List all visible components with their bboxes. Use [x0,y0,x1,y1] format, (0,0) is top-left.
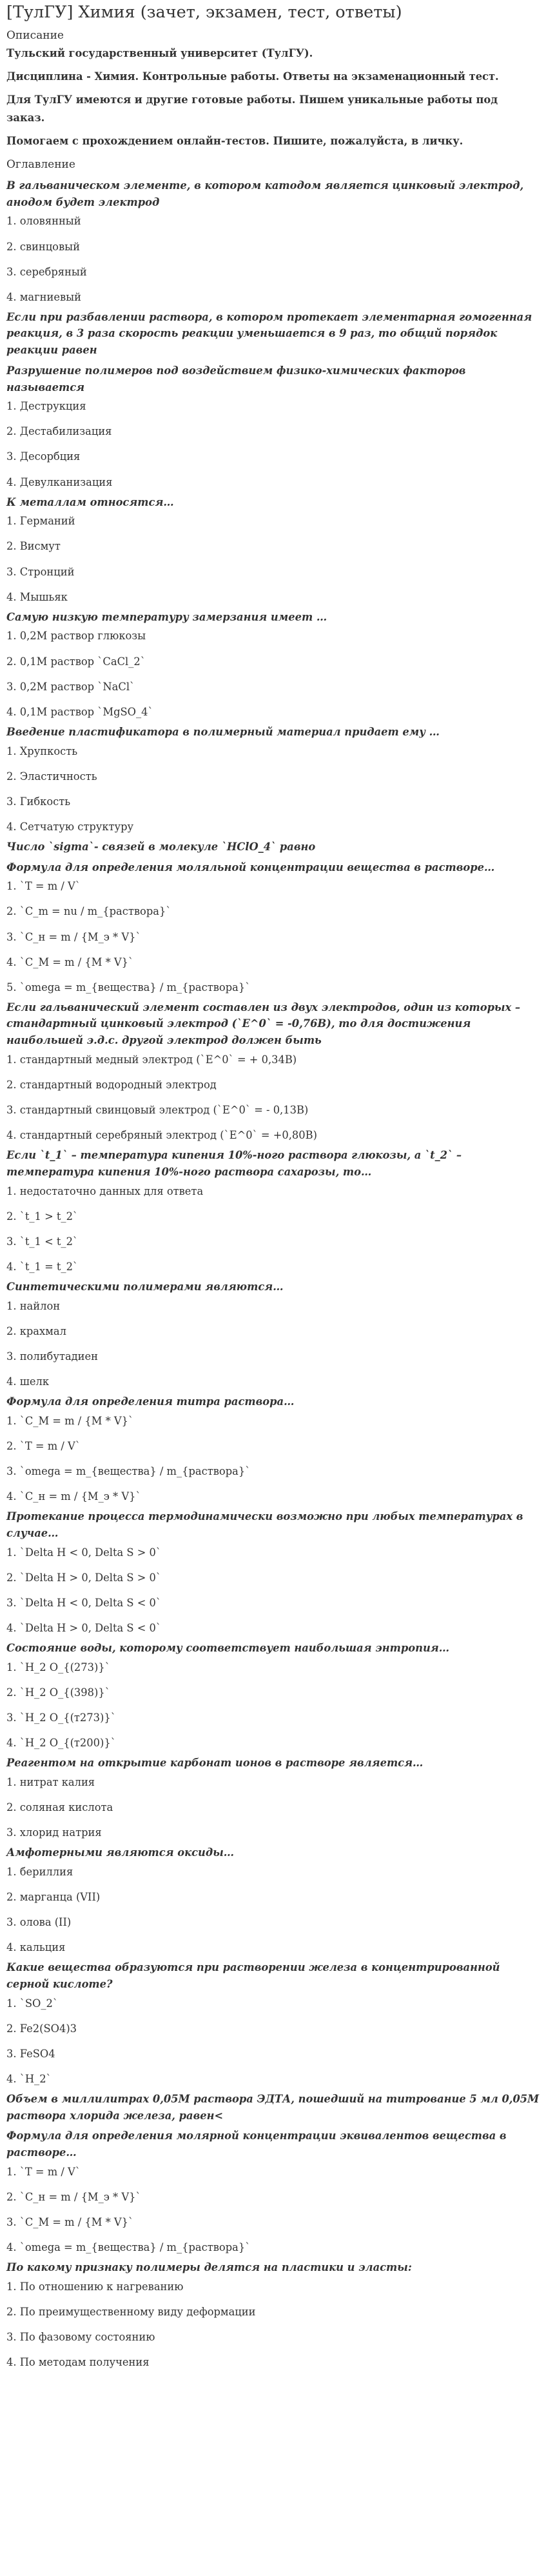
answer-list [6,2279,540,2370]
question-block [6,1393,540,1504]
answer-list [6,1775,540,1840]
answer-list [6,1864,540,1955]
question-text: По какому признаку полимеры делятся на пластики и эласты: [6,2261,412,2274]
answer-option: 4. `omega = m_{вещества} / m_{раствора}` [6,2241,251,2253]
answer-option: 2. Дестабилизация [6,425,112,438]
answer-option: 1. Деструкция [6,400,86,413]
question-block [6,859,540,995]
question-text: Синтетическими полимерами являются… [6,1281,284,1293]
answer-list [6,628,540,719]
answer-option: 4. `t_1 = t_2` [6,1260,79,1273]
question-text: К металлам относятся… [6,495,174,508]
answer-option: 2. свинцовый [6,240,80,253]
answer-option: 4. `C_н = m / {M_э * V}` [6,1490,141,1503]
answer-option: 4. `H_2 O_{(т200)}` [6,1736,116,1749]
questions-list [6,177,540,2370]
answer-option: 1. `Delta H < 0, Delta S > 0` [6,1546,162,1559]
answer-option: 1. `T = m / V` [6,2165,81,2178]
answer-option: 1. `SO_2` [6,1997,58,2010]
question-text: Если гальванический элемент составлен из двух электродов, один из которых – стандартный цинковый электрод (`E^0` = -0,76В), то для достижения наибольшей э.д.с. другой электрод должен быть [6,1001,521,1047]
answer-list [6,1545,540,1635]
question-text: Формула для определения титра раствора… [6,1395,295,1408]
answer-option: 3. хлорид натрия [6,1826,102,1839]
question-block [6,999,540,1143]
answer-option: 1. недостаточно данных для ответа [6,1184,204,1197]
answer-list [6,1660,540,1750]
question-block [6,494,540,604]
question-block [6,1959,540,2086]
question-text: Если `t_1` – температура кипения 10%-ного раствора глюкозы, а `t_2` – температура кипения 10%-ного раствора сахарозы, то… [6,1149,462,1178]
answer-list [6,1996,540,2086]
question-text: Протекание процесса термодинамически возможно при любых температурах в случае… [6,1510,523,1539]
answer-option: 3. стандартный свинцовый электрод (`E^0` = - 0,13В) [6,1104,309,1117]
question-block [6,2128,540,2255]
toc-label: Оглавление [6,158,75,171]
answer-option: 1. `C_M = m / {M * V}` [6,1414,134,1427]
answer-option: 4. шелк [6,1375,49,1388]
answer-list [6,2164,540,2255]
answer-option: 3. FeSO4 [6,2047,55,2060]
answer-option: 1. бериллия [6,1865,73,1878]
question-text: Объем в миллилитрах 0,05М раствора ЭДТА, пошедший на титрование 5 мл 0,05М раствора хлорида железа, равен< [6,2092,540,2122]
answer-list [6,879,540,994]
description-label: Описание [6,29,64,42]
answer-option: 4. 0,1М раствор `MgSO_4` [6,705,153,718]
answer-option: 2. стандартный водородный электрод [6,1078,217,1091]
question-block [6,1147,540,1274]
answer-option: 1. найлон [6,1299,61,1312]
question-text: Если при разбавлении раствора, в котором протекает элементарная гомогенная реакция, в 3 раза скорость реакции уменьшается в 9 раз, то общий порядок реакции равен [6,310,532,357]
question-block [6,177,540,305]
question-block [6,1508,540,1635]
question-block [6,1844,540,1955]
answer-option: 3. `Delta H < 0, Delta S < 0` [6,1596,162,1609]
intro-other-works: Для ТулГУ имеются и другие готовые работы. Пишем уникальные работы под заказ. [6,94,498,124]
question-block [6,609,540,719]
answer-list [6,514,540,604]
answer-option: 3. Гибкость [6,795,71,808]
question-block [6,839,540,855]
intro-online-tests: Помогаем с прохождением онлайн-тестов. Пишите, пожалуйста, в личку. [6,135,463,147]
page-title: [ТулГУ] Химия (зачет, экзамен, тест, ответы) [6,3,402,22]
answer-option: 1. `H_2 O_{(273)}` [6,1661,110,1673]
answer-option: 3. Стронций [6,565,75,578]
question-text: Состояние воды, которому соответствует наибольшая энтропия… [6,1641,450,1654]
answer-option: 2. 0,1М раствор `CaCl_2` [6,655,146,668]
answer-option: 4. Мышьяк [6,590,68,603]
question-text: В гальваническом элементе, в котором катодом является цинковый электрод, анодом будет электрод [6,179,524,208]
answer-list [6,1184,540,1274]
question-block [6,1755,540,1840]
answer-option: 1. По отношению к нагреванию [6,2280,184,2293]
answer-option: 3. `C_н = m / {M_э * V}` [6,930,141,943]
answer-option: 3. `C_M = m / {M * V}` [6,2215,134,2228]
answer-option: 1. стандартный медный электрод (`E^0` = + 0,34В) [6,1053,297,1066]
question-text: Введение пластификатора в полимерный материал придает ему … [6,725,440,738]
answer-option: 4. Сетчатую структуру [6,820,134,833]
answer-option: 2. Висмут [6,540,61,553]
answer-list [6,744,540,834]
question-block [6,724,540,834]
answer-option: 2. По преимущественному виду деформации [6,2305,256,2318]
answer-option: 3. По фазовому состоянию [6,2330,155,2343]
answer-option: 2. `C_m = nu / m_{раствора}` [6,905,171,918]
answer-option: 4. кальция [6,1941,66,1954]
answer-option: 2. марганца (VII) [6,1890,101,1903]
answer-option: 2. `T = m / V` [6,1439,81,1452]
answer-option: 3. `H_2 O_{(т273)}` [6,1711,116,1724]
question-text: Число `sigma`- связей в молекуле `HClO_4` равно [6,840,316,853]
question-text: Реагентом на открытие карбонат ионов в растворе является… [6,1757,424,1770]
answer-list [6,214,540,304]
answer-option: 3. 0,2М раствор `NaCl` [6,680,135,693]
answer-option: 2. крахмал [6,1324,66,1337]
answer-option: 5. `omega = m_{вещества} / m_{раствора}` [6,981,251,993]
answer-option: 4. `H_2` [6,2072,52,2085]
question-block [6,2091,540,2124]
answer-option: 1. `T = m / V` [6,880,81,893]
question-text: Самую низкую температуру замерзания имеет … [6,610,327,623]
answer-option: 3. `t_1 < t_2` [6,1235,79,1248]
question-block [6,363,540,490]
answer-option: 1. 0,2М раствор глюкозы [6,630,146,643]
answer-list [6,1299,540,1389]
answer-option: 1. оловянный [6,215,81,228]
intro-university: Тульский государственный университет (ТулГУ). [6,47,313,59]
answer-option: 4. По методам получения [6,2356,150,2369]
answer-option: 1. нитрат калия [6,1775,95,1788]
question-text: Формула для определения молярной концентрации эквивалентов вещества в растворе… [6,2130,507,2159]
answer-option: 2. Fe2(SO4)3 [6,2022,77,2035]
answer-option: 3. олова (II) [6,1915,72,1928]
question-text: Формула для определения моляльной концентрации вещества в растворе… [6,861,495,874]
answer-option: 3. Десорбция [6,450,81,463]
answer-option: 3. серебряный [6,265,87,278]
answer-option: 3. `omega = m_{вещества} / m_{раствора}` [6,1465,251,1478]
answer-option: 3. полибутадиен [6,1350,99,1363]
answer-list [6,1413,540,1504]
answer-option: 2. `t_1 > t_2` [6,1210,79,1223]
answer-option: 2. Эластичность [6,770,97,783]
answer-option: 1. Хрупкость [6,744,78,757]
answer-option: 4. `Delta H > 0, Delta S < 0` [6,1621,162,1634]
question-block [6,2259,540,2370]
answer-list [6,1052,540,1143]
answer-option: 4. Девулканизация [6,475,113,488]
answer-option: 1. Германий [6,515,75,528]
answer-option: 4. стандартный серебряный электрод (`E^0` = +0,80В) [6,1129,317,1142]
answer-option: 4. `C_M = m / {M * V}` [6,955,134,968]
intro-discipline: Дисциплина - Химия. Контрольные работы. Ответы на экзаменационный тест. [6,70,499,83]
question-text: Какие вещества образуются при растворении железа в концентрированной серной кислоте? [6,1961,500,1990]
question-block [6,309,540,359]
answer-option: 4. магниевый [6,290,81,303]
question-text: Разрушение полимеров под воздействием физико-химических факторов называется [6,364,466,394]
answer-option: 2. `H_2 O_{(398)}` [6,1686,110,1699]
answer-list [6,399,540,489]
question-text: Амфотерными являются оксиды… [6,1846,235,1859]
answer-option: 2. `C_н = m / {M_э * V}` [6,2190,141,2203]
answer-option: 2. соляная кислота [6,1801,113,1813]
answer-option: 2. `Delta H > 0, Delta S > 0` [6,1571,162,1584]
question-block [6,1640,540,1750]
question-block [6,1279,540,1389]
